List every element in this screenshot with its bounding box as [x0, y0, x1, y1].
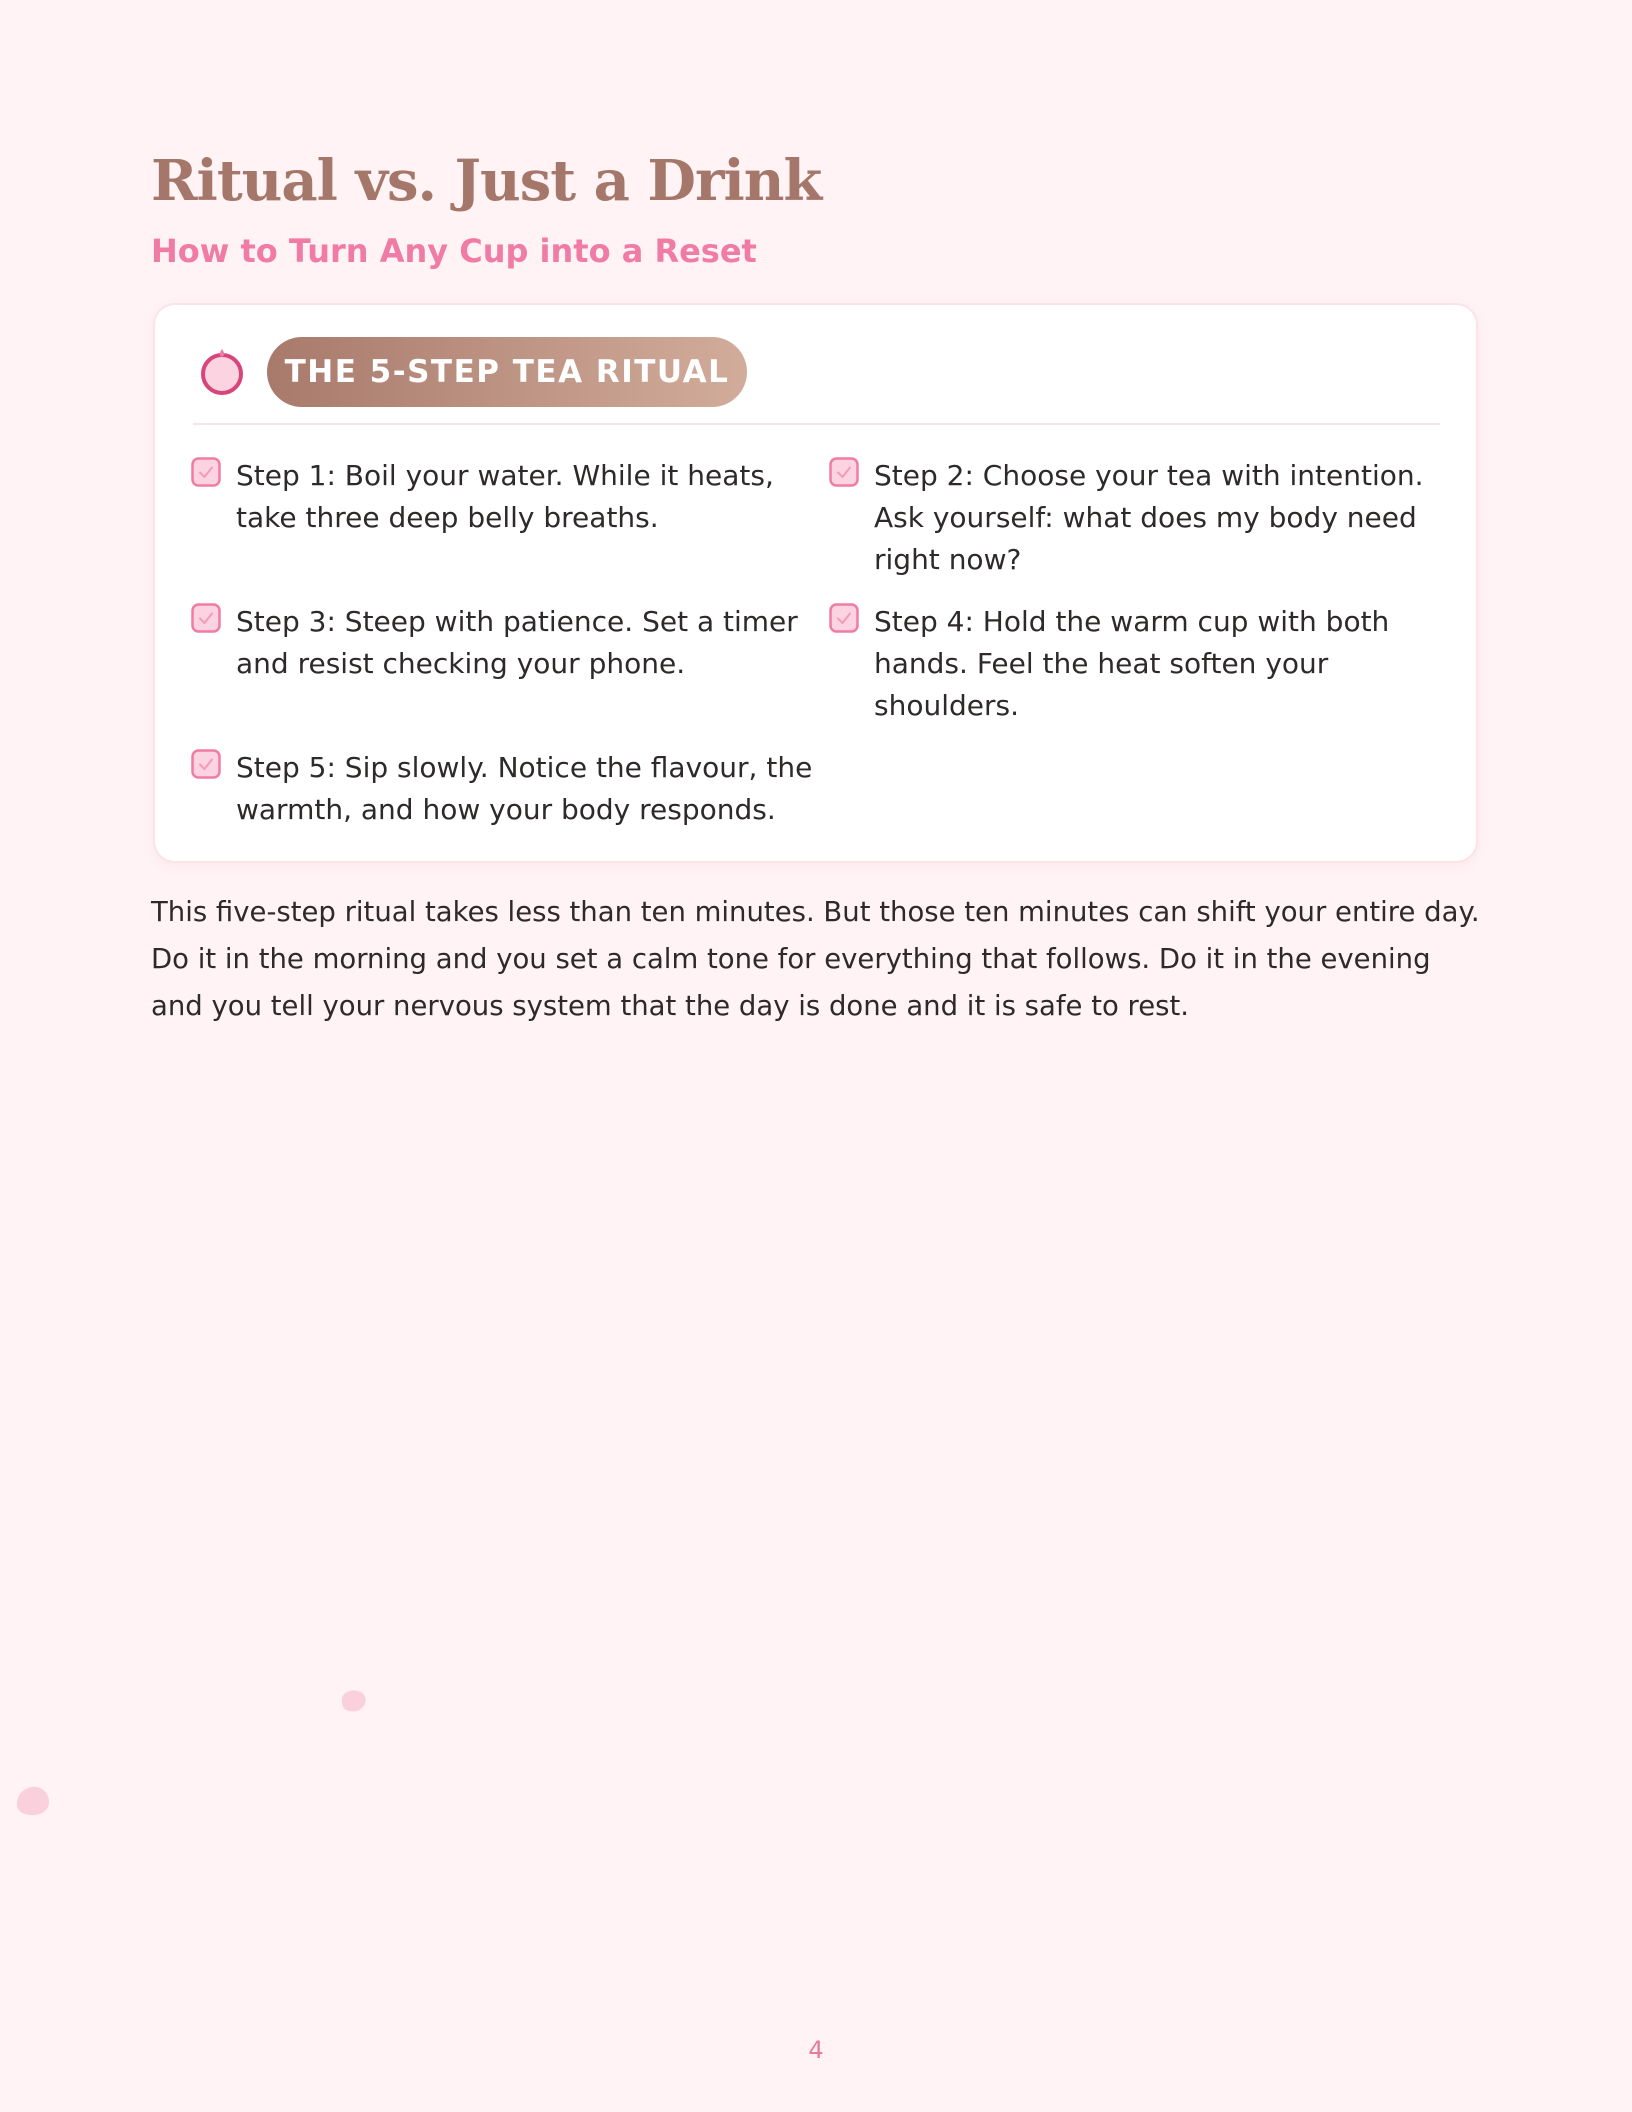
checkbox-checked-icon: [191, 749, 221, 779]
checkbox-checked-icon: [191, 603, 221, 633]
card-divider: [193, 423, 1440, 425]
step-text: Step 2: Choose your tea with intention. Ask yourself: what does my body need right now?: [874, 459, 1424, 576]
step-text: Step 1: Boil your water. While it heats, take three deep belly breaths.: [236, 459, 774, 534]
ritual-heading-badge: THE 5-STEP TEA RITUAL: [267, 337, 747, 407]
body-paragraph: This five-step ritual takes less than ten minutes. But those ten minutes can shift your entire day. Do it in the morning and you set a calm tone for everything that follows. Do it in the evening and you tell your nervous system that the day is done and it is safe to rest.: [151, 896, 1480, 1022]
checkbox-checked-icon: [191, 457, 221, 487]
petal-icon: [339, 1688, 369, 1714]
tea-ritual-card: [153, 303, 1478, 863]
checkbox-checked-icon: [829, 603, 859, 633]
step-text: Step 5: Sip slowly. Notice the flavour, the warmth, and how your body responds.: [236, 751, 813, 826]
checkbox-checked-icon: [829, 457, 859, 487]
step-text: Step 4: Hold the warm cup with both hands. Feel the heat soften your shoulders.: [874, 605, 1390, 722]
tea-drop-icon: [197, 345, 247, 395]
page-number: 4: [808, 2036, 824, 2064]
petal-icon: [14, 1784, 52, 1818]
page-subtitle: How to Turn Any Cup into a Reset: [151, 232, 757, 270]
step-text: Step 3: Steep with patience. Set a timer and resist checking your phone.: [236, 605, 798, 680]
page-title: Ritual vs. Just a Drink: [151, 148, 822, 214]
